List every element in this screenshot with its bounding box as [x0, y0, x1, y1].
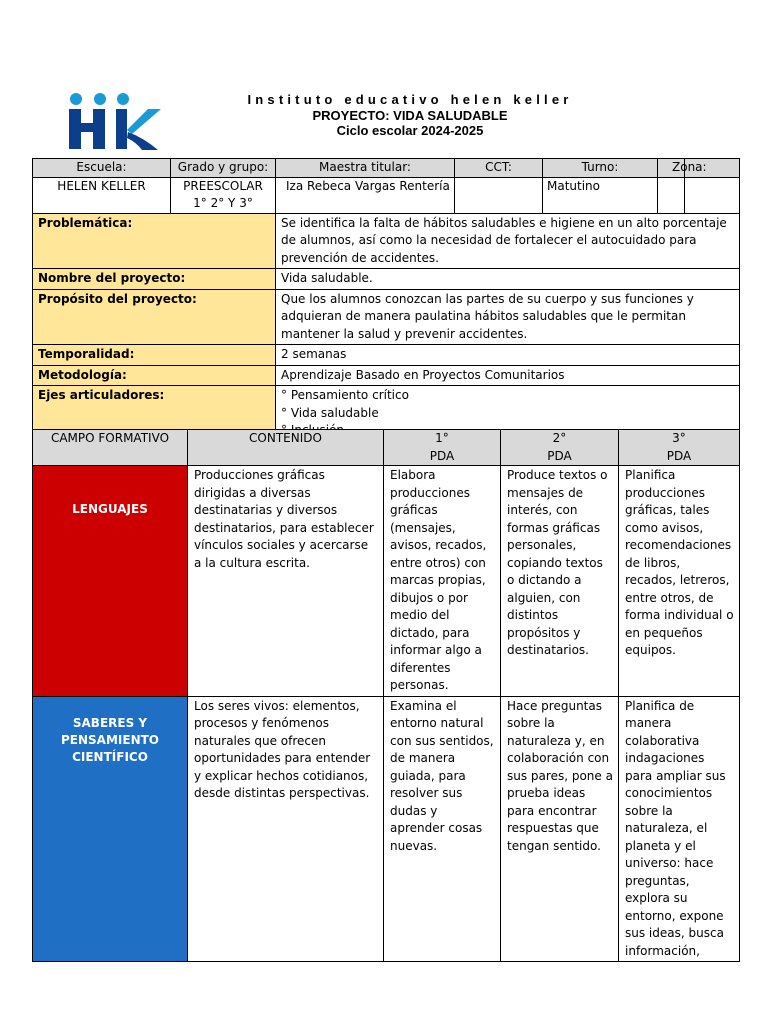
- campo-cell-saberes: [33, 696, 188, 962]
- extra-value: [685, 177, 740, 213]
- pda-label: PDA: [666, 448, 692, 463]
- metodologia-row: [33, 365, 740, 386]
- grade-1-label: 1°: [435, 431, 449, 445]
- pda-3-cell: Planifica producciones gráficas, tales como avisos, recomendaciones de libros, recados, letreros, entre otros, de forma individual o en pequeños equipos.: [619, 466, 740, 697]
- campo-cell-lenguajes: [33, 466, 188, 697]
- metodologia-label: Metodología:: [33, 365, 276, 386]
- pda-2-cell: Produce textos o mensajes de interés, con formas gráficas personales, copiando textos o dictando a alguien, con distintos propósitos y destinatarios.: [501, 466, 619, 697]
- campo-formativo-table: [32, 429, 740, 962]
- teacher-header: Maestra titular:: [276, 159, 455, 178]
- metodologia-value: Aprendizaje Basado en Proyectos Comunitarios: [276, 365, 740, 386]
- campo-name: SABERES Y PENSAMIENTO CIENTÍFICO: [61, 715, 159, 764]
- grade-line-1: PREESCOLAR: [183, 178, 263, 193]
- pda-label: PDA: [547, 448, 572, 463]
- institute-name: Instituto educativo helen keller: [247, 92, 573, 107]
- nombre-row: [33, 269, 740, 290]
- contenido-cell: Producciones gráficas dirigidas a diversas destinatarias y diversos destinatarios, para establecer vínculos sociales y acercarse a la cultura escrita.: [188, 466, 384, 697]
- cct-header: CCT:: [455, 159, 543, 178]
- logo-dot: [117, 93, 129, 105]
- pda-2-cell: Hace preguntas sobre la naturaleza y, en colaboración con sus pares, pone a prueba ideas para encontrar respuestas que tengan sentido.: [501, 696, 619, 962]
- school-value: HELEN KELLER: [33, 177, 171, 213]
- school-header: Escuela:: [33, 159, 171, 178]
- proposito-label: Propósito del proyecto:: [33, 289, 276, 345]
- institute-logo: [66, 92, 162, 152]
- logo-dot: [70, 93, 82, 105]
- grade-3-label: 3°: [672, 431, 686, 445]
- ejes-label: Ejes articuladores:: [33, 386, 276, 442]
- nombre-value: Vida saludable.: [276, 269, 740, 290]
- temporalidad-label: Temporalidad:: [33, 345, 276, 366]
- campo-header: CAMPO FORMATIVO: [33, 430, 188, 466]
- logo-dot: [94, 93, 106, 105]
- pda-1-cell: Elabora producciones gráficas (mensajes, avisos, recados, entre otros) con marcas propias, dibujos o por medio del dictado, para informar algo a diferentes personas.: [384, 466, 501, 697]
- nombre-label: Nombre del proyecto:: [33, 269, 276, 290]
- document-header: [200, 92, 620, 138]
- teacher-value: Iza Rebeca Vargas Rentería: [276, 177, 455, 213]
- contenido-header: CONTENIDO: [188, 430, 384, 466]
- campo-row-lenguajes: [33, 466, 740, 697]
- eje-item: ° Vida saludable: [281, 405, 379, 420]
- temporalidad-value: 2 semanas: [276, 345, 740, 366]
- project-info-table: [32, 158, 740, 442]
- problematica-value: Se identifica la falta de hábitos saludables e higiene en un alto porcentaje de alumnos, así como la necesidad de fortalecer el autocuidado para prevención de accidentes.: [276, 213, 740, 269]
- grade-2-label: 2°: [552, 431, 567, 445]
- info-header-row: [33, 159, 740, 178]
- eje-item: ° Pensamiento crítico: [281, 388, 409, 402]
- problematica-label: Problemática:: [33, 213, 276, 269]
- proposito-row: [33, 289, 740, 345]
- zone-value: [658, 177, 685, 213]
- grade-value: [171, 177, 276, 213]
- cct-value: [455, 177, 543, 213]
- pda-label: PDA: [429, 448, 455, 463]
- temporalidad-row: [33, 345, 740, 366]
- proposito-value: Que los alumnos conozcan las partes de su cuerpo y sus funciones y adquieran de manera paulatina hábitos saludables que le permitan mantener la salud y prevenir accidentes.: [276, 289, 740, 345]
- zone-header: Zona:: [658, 159, 685, 178]
- grade-2-header: [501, 430, 619, 466]
- campo-row-saberes: [33, 696, 740, 962]
- grade-line-2: 1° 2° Y 3°: [193, 196, 253, 210]
- info-value-row: [33, 177, 740, 213]
- campo-header-row: [33, 430, 740, 466]
- campo-name: LENGUAJES: [72, 502, 148, 516]
- pda-3-cell: Planifica de manera colaborativa indagaciones para ampliar sus conocimientos sobre la naturaleza, el planeta y el universo: hace preguntas, explora su entorno, expone sus ideas, busca información,: [619, 696, 740, 962]
- grade-header: Grado y grupo:: [171, 159, 276, 178]
- project-title: PROYECTO: VIDA SALUDABLE: [312, 108, 508, 123]
- shift-value: Matutino: [543, 177, 658, 213]
- pda-1-cell: Examina el entorno natural con sus sentidos, de manera guiada, para resolver sus dudas y aprender cosas nuevas.: [384, 696, 501, 962]
- grade-3-header: [619, 430, 740, 466]
- contenido-cell: Los seres vivos: elementos, procesos y fenómenos naturales que ofrecen oportunidades para entender y explicar hechos cotidianos, desde distintas perspectivas.: [188, 696, 384, 962]
- problematica-row: [33, 213, 740, 269]
- school-year: Ciclo escolar 2024-2025: [336, 123, 484, 138]
- shift-header: Turno:: [543, 159, 658, 178]
- grade-1-header: [384, 430, 501, 466]
